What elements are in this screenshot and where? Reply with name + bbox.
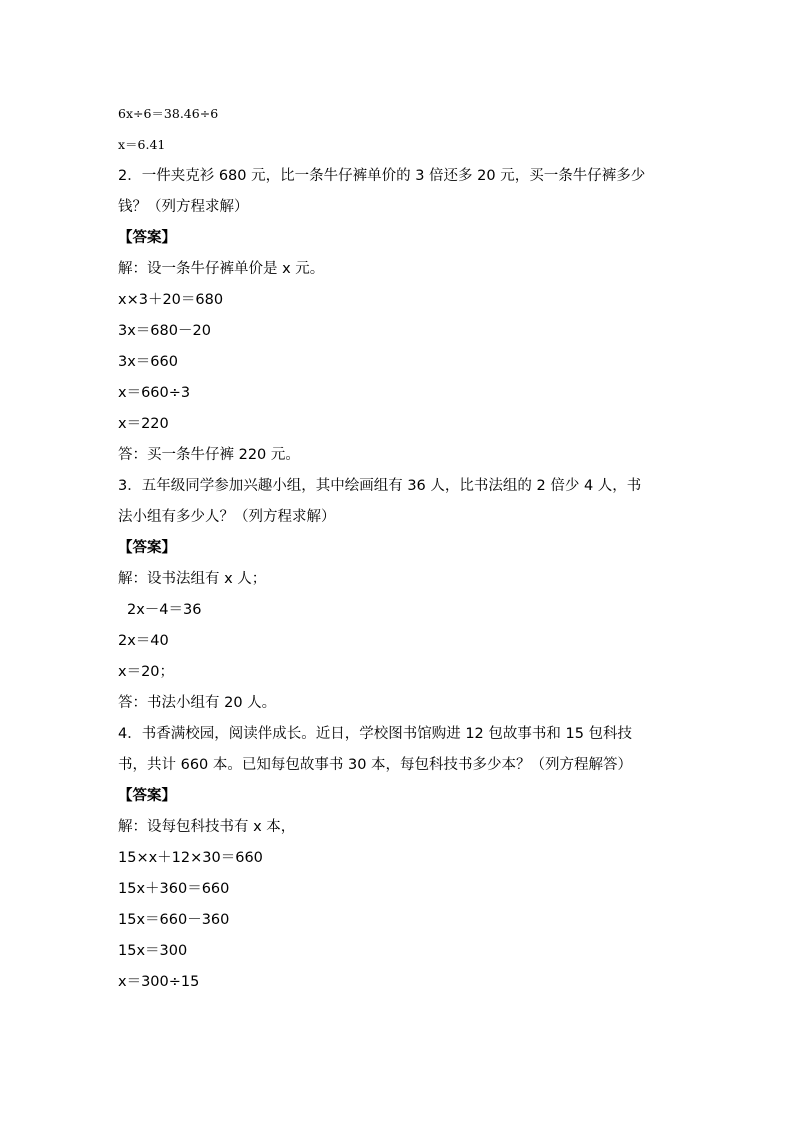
answer-heading: 【答案】: [118, 540, 176, 556]
equation-line: 15x＋360＝660: [118, 881, 230, 897]
equation-line: 15x＝660－360: [118, 912, 230, 928]
question-4-text: 书，共计 660 本。已知每包故事书 30 本，每包科技书多少本？（列方程解答）: [118, 757, 633, 773]
question-3-text: 3．五年级同学参加兴趣小组，其中绘画组有 36 人，比书法组的 2 倍少 4 人，书: [118, 478, 642, 494]
equation-line: 3x＝660: [118, 354, 178, 370]
answer-heading: 【答案】: [118, 230, 176, 246]
equation-line: 2x－4＝36: [127, 602, 202, 618]
question-3-text: 法小组有多少人？（列方程求解）: [118, 509, 336, 525]
equation-line: x＝6.41: [118, 137, 166, 152]
equation-line: 6x÷6＝38.46÷6: [118, 106, 219, 121]
question-2-text: 钱？（列方程求解）: [118, 199, 249, 215]
solution-setup: 解：设每包科技书有 x 本，: [118, 819, 296, 835]
answer-statement: 答：买一条牛仔裤 220 元。: [118, 447, 300, 463]
equation-line: x＝660÷3: [118, 385, 191, 401]
equation-line: x＝300÷15: [118, 974, 200, 990]
answer-heading: 【答案】: [118, 788, 176, 804]
solution-setup: 解：设书法组有 x 人；: [118, 571, 267, 587]
equation-line: 15×x＋12×30＝660: [118, 850, 263, 866]
question-2-text: 2．一件夹克衫 680 元，比一条牛仔裤单价的 3 倍还多 20 元，买一条牛仔裤多少: [118, 168, 646, 184]
equation-line: 3x＝680－20: [118, 323, 211, 339]
question-4-text: 4．书香满校园，阅读伴成长。近日，学校图书馆购进 12 包故事书和 15 包科技: [118, 726, 633, 742]
equation-line: x＝220: [118, 416, 169, 432]
solution-setup: 解：设一条牛仔裤单价是 x 元。: [118, 261, 325, 277]
equation-line: 15x＝300: [118, 943, 188, 959]
answer-statement: 答：书法小组有 20 人。: [118, 695, 277, 711]
equation-line: x＝20；: [118, 664, 175, 680]
equation-line: 2x＝40: [118, 633, 169, 649]
equation-line: x×3＋20＝680: [118, 292, 224, 308]
